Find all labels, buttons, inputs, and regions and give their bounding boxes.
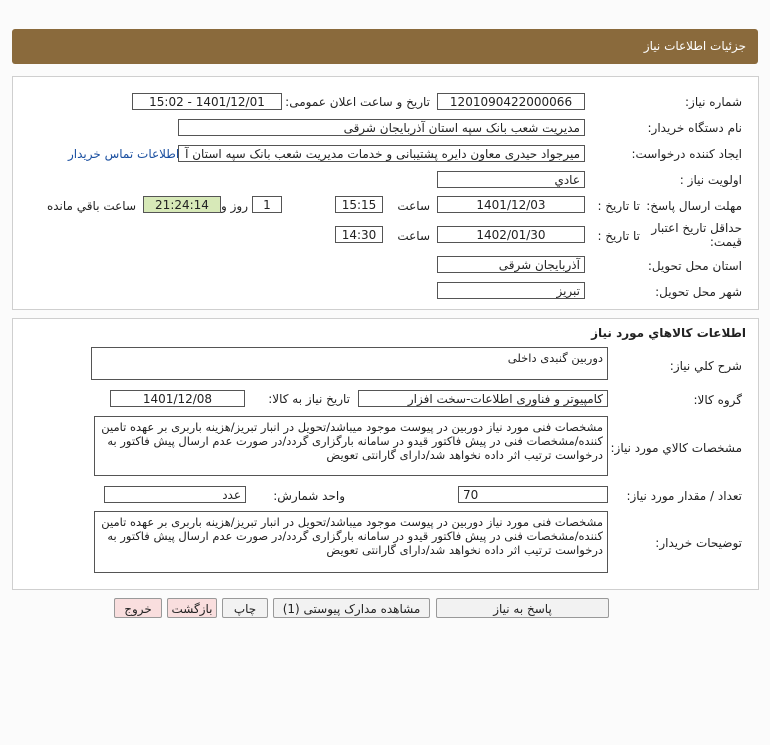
page-header (12, 29, 758, 64)
goods-section-title: اطلاعات کالاهاي مورد نياز (591, 326, 746, 340)
view-attachments-button[interactable]: مشاهده مدارک پیوستی (1) (273, 598, 430, 618)
deadline-time-field: 15:15 (335, 196, 383, 213)
details-panel (12, 76, 759, 310)
city-label: شهر محل تحویل: (655, 285, 742, 299)
need-number-field: 1201090422000066 (437, 93, 585, 110)
province-label: استان محل تحویل: (647, 259, 742, 273)
need-date-field: 1401/12/08 (110, 390, 245, 407)
validity-to-date-label: تا تاریخ : (597, 229, 640, 243)
city-field: تبریز (437, 282, 585, 299)
validity-label-text: حداقل تاریخ اعتبار قیمت: (651, 221, 742, 249)
days-label: روز و (221, 199, 248, 213)
group-label: گروه کالا: (693, 393, 742, 407)
qty-label: تعداد / مقدار مورد نیاز: (626, 489, 742, 503)
announce-field: 1401/12/01 - 15:02 (132, 93, 282, 110)
specs-field: مشخصات فنی مورد نیاز دوربین در پیوست موجود میباشد/تحویل در انبار تبریز/هزینه باربری بر عهده تامین کننده/مشخصات فنی در پیش فاکتور قیدو در سامانه بارگزاری گردد/در صورت عدم ارسال پیش فاکتور به درخواست ترتیب اثر داده نخواهد شد/دارای گارانتی تعویض (94, 416, 608, 476)
page-title: جزئیات اطلاعات نیاز (643, 39, 746, 53)
need-number-label: شماره نیاز: (685, 95, 742, 109)
province-field: آذربایجان شرقی (437, 256, 585, 273)
priority-field: عادي (437, 171, 585, 188)
deadline-to-date-label: تا تاریخ : (597, 199, 640, 213)
deadline-date-field: 1401/12/03 (437, 196, 585, 213)
days-field: 1 (252, 196, 282, 213)
group-field: کامپیوتر و فناوری اطلاعات-سخت افزار (358, 390, 608, 407)
buyer-org-label: نام دستگاه خریدار: (647, 121, 742, 135)
priority-label: اولویت نیاز : (679, 173, 742, 187)
summary-field: دوربین گنبدی داخلی (91, 347, 608, 380)
remaining-label: ساعت باقي مانده (46, 199, 136, 213)
contact-buyer-link[interactable]: اطلاعات تماس خریدار (68, 147, 180, 161)
buyer-notes-label: توضیحات خریدار: (655, 536, 742, 550)
unit-label: واحد شمارش: (273, 489, 345, 503)
summary-label: شرح کلي نياز: (669, 359, 742, 373)
validity-label (632, 221, 742, 249)
requester-field: میرجواد حیدری معاون دایره پشتیبانی و خدمات مدیریت شعب بانک سپه استان آ (178, 145, 585, 162)
buyer-org-field: مدیریت شعب بانک سپه استان آذربایجان شرقی (178, 119, 585, 136)
buyer-notes-field: مشخصات فنی مورد نیاز دوربین در پیوست موجود میباشد/تحویل در انبار تبریز/هزینه باربری بر عهده تامین کننده/مشخصات فنی در پیش فاکتور قیدو در سامانه بارگزاری گردد/در صورت عدم ارسال پیش فاکتور به درخواست ترتیب اثر داده نخواهد شد/دارای گارانتی تعویض (94, 511, 608, 573)
specs-label: مشخصات کالاي مورد نياز: (610, 441, 742, 455)
print-button[interactable]: چاپ (222, 598, 268, 618)
deadline-time-label: ساعت (397, 199, 430, 213)
need-date-label: تاریخ نیاز به کالا: (268, 392, 350, 406)
announce-label: تاریخ و ساعت اعلان عمومی: (285, 95, 430, 109)
unit-field: عدد (104, 486, 246, 503)
validity-time-field: 14:30 (335, 226, 383, 243)
validity-time-label: ساعت (397, 229, 430, 243)
validity-date-field: 1402/01/30 (437, 226, 585, 243)
requester-label: ایجاد کننده درخواست: (631, 147, 742, 161)
remaining-time-field: 21:24:14 (143, 196, 221, 213)
deadline-label: مهلت ارسال پاسخ: (646, 199, 742, 213)
reply-button[interactable]: پاسخ به نیاز (436, 598, 609, 618)
back-button[interactable]: بازگشت (167, 598, 217, 618)
exit-button[interactable]: خروج (114, 598, 162, 618)
qty-field: 70 (458, 486, 608, 503)
